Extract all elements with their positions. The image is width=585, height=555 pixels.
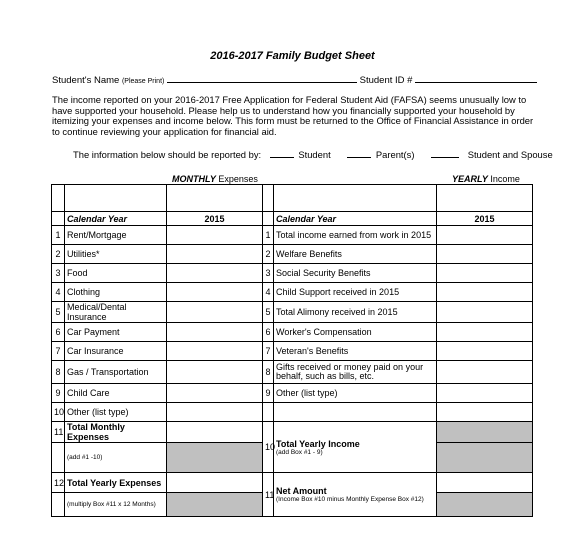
please-print-note: (Please Print)	[121, 78, 165, 85]
table-row	[52, 323, 533, 342]
expense-input-rent[interactable]	[167, 226, 263, 245]
blank-cell	[65, 185, 167, 212]
student-name-label: Student's Name	[52, 75, 120, 86]
income-num: 3	[263, 264, 274, 283]
table-row	[52, 264, 533, 283]
expense-label-utilities: Utilities*	[65, 245, 167, 264]
student-spouse-checkbox-blank[interactable]	[431, 148, 459, 158]
blank-cell	[52, 443, 65, 473]
monthly-header-rest: Expenses	[218, 174, 258, 184]
expense-input-clothing[interactable]	[167, 283, 263, 302]
form-title: 2016-2017 Family Budget Sheet	[210, 50, 375, 62]
total-monthly-top-cell	[167, 422, 263, 443]
net-amount-gray-cell	[437, 493, 533, 517]
expense-label-medical: Medical/Dental Insurance	[65, 302, 167, 323]
expenses-year-label: 2015	[167, 212, 263, 226]
table-row	[52, 361, 533, 384]
expense-label-child-care: Child Care	[65, 384, 167, 403]
blank-cell	[52, 185, 65, 212]
expense-input-gas[interactable]	[167, 361, 263, 384]
total-yearly-income-gray-cell	[437, 443, 533, 473]
expense-num: 4	[52, 283, 65, 302]
student-id-label: Student ID #	[359, 75, 413, 86]
blank-cell	[167, 185, 263, 212]
income-input-social-security[interactable]	[437, 264, 533, 283]
income-num: 9	[263, 384, 274, 403]
income-num: 5	[263, 302, 274, 323]
student-name-input[interactable]	[167, 73, 357, 83]
expense-num: 10	[52, 403, 65, 422]
expense-input-utilities[interactable]	[167, 245, 263, 264]
income-label-workers-comp: Worker's Compensation	[274, 323, 437, 342]
table-row-total-yearly-expenses	[52, 473, 533, 493]
budget-table	[51, 184, 533, 517]
income-num: 4	[263, 283, 274, 302]
table-row	[52, 245, 533, 264]
blank-cell	[52, 212, 65, 226]
income-input-work[interactable]	[437, 226, 533, 245]
total-monthly-gray-cell	[167, 443, 263, 473]
table-row-total-monthly	[52, 422, 533, 443]
expense-label-rent: Rent/Mortgage	[65, 226, 167, 245]
total-monthly-label: Total Monthly Expenses	[65, 422, 167, 443]
net-amount-num: 11	[263, 473, 274, 517]
expense-num: 9	[52, 384, 65, 403]
income-label-social-security: Social Security Benefits	[274, 264, 437, 283]
income-year-label: 2015	[437, 212, 533, 226]
intro-paragraph: The income reported on your 2016-2017 Free Application for Federal Student Aid (FAFSA) seems unusually low to have supported your household. Please help us to understand how you financially supported your household by itemizing your expenses and income below. This form must be returned to the Office of Financial Assistance in order to continue reviewing your application for financial aid.	[52, 94, 534, 137]
income-num: 2	[263, 245, 274, 264]
expense-label-car-payment: Car Payment	[65, 323, 167, 342]
option-student-spouse: Student and Spouse	[467, 149, 553, 160]
expense-input-medical[interactable]	[167, 302, 263, 323]
monthly-header-bold: MONTHLY	[172, 174, 216, 184]
expense-input-other[interactable]	[167, 403, 263, 422]
income-label-other: Other (list type)	[274, 384, 437, 403]
blank-cell	[263, 212, 274, 226]
total-yearly-income-cell	[274, 422, 437, 473]
expense-input-child-care[interactable]	[167, 384, 263, 403]
table-row-header	[52, 212, 533, 226]
income-input-other[interactable]	[437, 384, 533, 403]
expense-label-gas: Gas / Transportation	[65, 361, 167, 384]
table-row-blank	[52, 185, 533, 212]
blank-cell	[274, 403, 437, 422]
income-label-alimony: Total Alimony received in 2015	[274, 302, 437, 323]
income-input-gifts[interactable]	[437, 361, 533, 384]
total-yearly-income-top-gray	[437, 422, 533, 443]
student-checkbox-blank[interactable]	[270, 148, 294, 158]
total-yearly-expenses-num: 12	[52, 473, 65, 493]
student-name-line	[52, 73, 537, 86]
total-yearly-income-note: (add Box #1 - 9)	[276, 448, 323, 456]
blank-cell	[263, 403, 274, 422]
income-num: 6	[263, 323, 274, 342]
income-input-alimony[interactable]	[437, 302, 533, 323]
expense-label-other: Other (list type)	[65, 403, 167, 422]
income-label-gifts: Gifts received or money paid on your behalf, such as bills, etc.	[274, 361, 437, 384]
net-amount-cell	[274, 473, 437, 517]
expense-num: 8	[52, 361, 65, 384]
option-student: Student	[298, 149, 331, 160]
income-input-welfare[interactable]	[437, 245, 533, 264]
expense-num: 5	[52, 302, 65, 323]
net-amount-top-cell	[437, 473, 533, 493]
total-yearly-expenses-note: (multiply Box #11 x 12 Months)	[65, 493, 167, 517]
blank-cell	[263, 185, 274, 212]
yearly-income-header	[452, 174, 520, 184]
income-input-child-support[interactable]	[437, 283, 533, 302]
blank-cell	[52, 493, 65, 517]
total-yearly-expenses-gray-cell	[167, 493, 263, 517]
total-yearly-expenses-top-cell	[167, 473, 263, 493]
income-label-veterans: Veteran's Benefits	[274, 342, 437, 361]
income-input-workers-comp[interactable]	[437, 323, 533, 342]
table-row	[52, 384, 533, 403]
expense-input-food[interactable]	[167, 264, 263, 283]
table-row	[52, 283, 533, 302]
expense-label-car-insurance: Car Insurance	[65, 342, 167, 361]
yearly-header-bold: YEARLY	[452, 174, 488, 184]
blank-cell	[437, 185, 533, 212]
reported-by-label: The information below should be reported by:	[73, 149, 262, 160]
total-monthly-num: 11	[52, 422, 65, 443]
income-num: 8	[263, 361, 274, 384]
income-label-welfare: Welfare Benefits	[274, 245, 437, 264]
table-row	[52, 226, 533, 245]
parents-checkbox-blank[interactable]	[347, 148, 371, 158]
total-monthly-note: (add #1 -10)	[65, 443, 167, 473]
blank-cell	[437, 403, 533, 422]
expense-num: 2	[52, 245, 65, 264]
yearly-header-rest: Income	[490, 174, 520, 184]
expense-num: 6	[52, 323, 65, 342]
blank-cell	[274, 185, 437, 212]
expense-num: 1	[52, 226, 65, 245]
expense-input-car-insurance[interactable]	[167, 342, 263, 361]
table-row	[52, 302, 533, 323]
monthly-expenses-header	[172, 174, 258, 184]
reported-by-line	[73, 148, 553, 160]
total-yearly-income-num: 10	[263, 422, 274, 473]
total-yearly-expenses-label: Total Yearly Expenses	[65, 473, 167, 493]
expense-input-car-payment[interactable]	[167, 323, 263, 342]
net-amount-note: (Income Box #10 minus Monthly Expense Box #12)	[276, 496, 424, 503]
income-num: 1	[263, 226, 274, 245]
income-label-work: Total income earned from work in 2015	[274, 226, 437, 245]
student-id-input[interactable]	[415, 73, 537, 83]
net-amount-label: Net Amount	[276, 486, 327, 496]
option-parents: Parent(s)	[375, 149, 415, 160]
expense-num: 7	[52, 342, 65, 361]
expenses-calendar-year-label: Calendar Year	[65, 212, 167, 226]
total-yearly-income-label: Total Yearly Income	[276, 438, 360, 449]
income-calendar-year-label: Calendar Year	[274, 212, 437, 226]
expense-label-food: Food	[65, 264, 167, 283]
expense-num: 3	[52, 264, 65, 283]
table-row	[52, 403, 533, 422]
income-label-child-support: Child Support received in 2015	[274, 283, 437, 302]
income-input-veterans[interactable]	[437, 342, 533, 361]
expense-label-clothing: Clothing	[65, 283, 167, 302]
table-row	[52, 342, 533, 361]
income-num: 7	[263, 342, 274, 361]
